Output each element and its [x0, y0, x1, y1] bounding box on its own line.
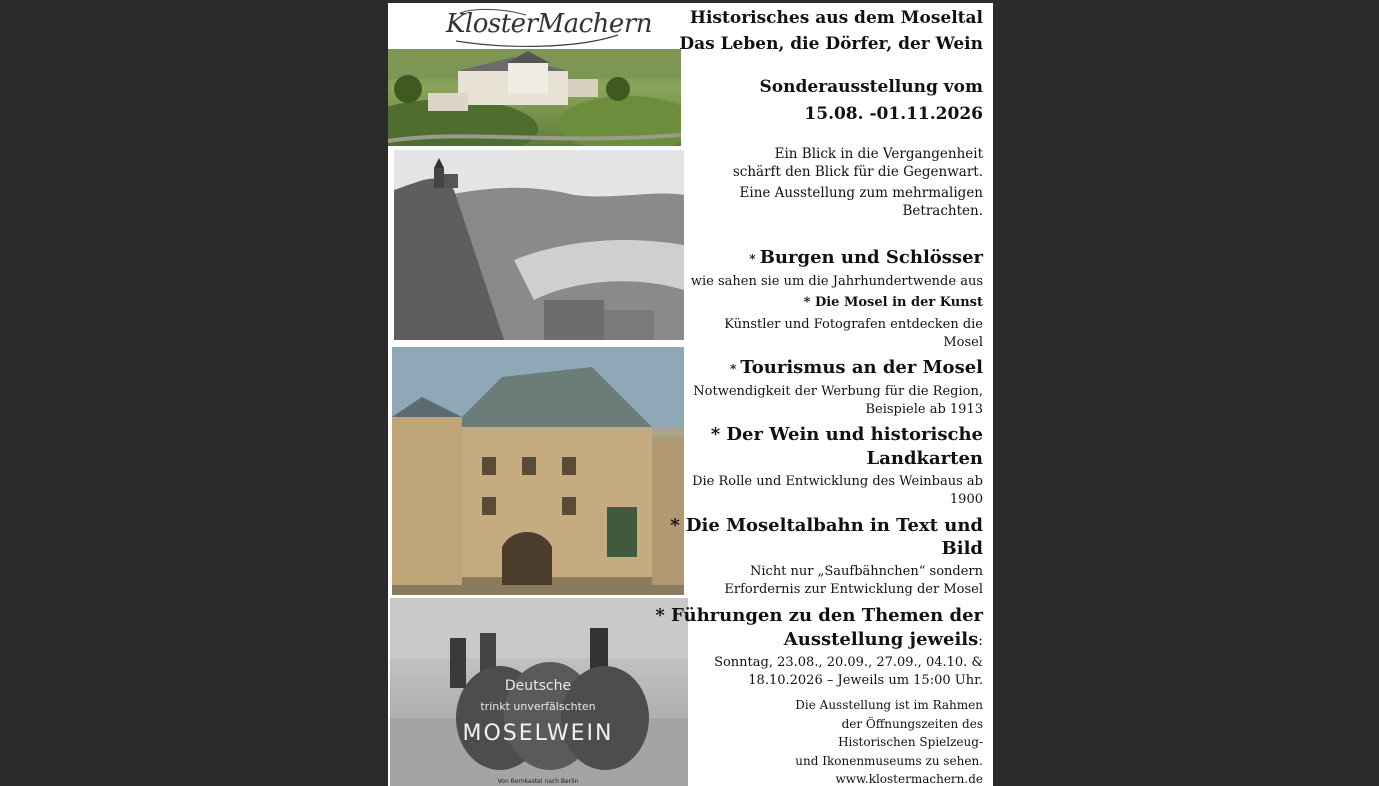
exhibition-dates: 15.08. -01.11.2026 [804, 104, 983, 124]
topic-tourismus-desc: Notwendigkeit der Werbung für die Region, [693, 384, 983, 399]
topic-kunst-desc: Künstler und Fotografen entdecken die [724, 317, 983, 332]
topic-wein-title: * Der Wein und historische [710, 424, 983, 445]
topic-fuehrung-title: Ausstellung jeweils: [783, 629, 983, 650]
barrel-text-1: Deutsche [504, 678, 572, 694]
topic-fuehrung-desc: Sonntag, 23.08., 20.09., 27.09., 04.10. & [714, 655, 983, 670]
topic-wein-desc: Die Rolle und Entwicklung des Weinbaus ab [692, 474, 983, 489]
topic-fuehrung-desc: 18.10.2026 – Jeweils um 15:00 Uhr. [748, 673, 983, 688]
topic-wein-title: Landkarten [866, 448, 983, 469]
footer-line: Die Ausstellung ist im Rahmen [795, 698, 983, 712]
topic-wein-desc: 1900 [949, 492, 983, 507]
barrel-text-2: trinkt unverfälschten [480, 700, 596, 713]
exhibition-label: Sonderausstellung vom [759, 77, 983, 97]
intro-line: Ein Blick in die Vergangenheit [774, 146, 983, 162]
topic-burgen-desc: wie sahen sie um die Jahrhundertwende aus [690, 274, 983, 289]
intro-line: schärft den Blick für die Gegenwart. [732, 164, 983, 180]
mosel-valley-historic-photo [394, 150, 684, 340]
barrel-text-3: MOSELWEIN [462, 721, 614, 746]
intro-line: Eine Ausstellung zum mehrmaligen [739, 185, 983, 201]
topic-bahn-title: Bild [941, 538, 983, 559]
intro-line: Betrachten. [902, 203, 983, 219]
topic-kunst-desc: Mosel [943, 335, 983, 350]
footer-line: und Ikonenmuseums zu sehen. [795, 754, 983, 768]
header-title-line1: Historisches aus dem Moseltal [689, 8, 983, 28]
topic-kunst-title: * Die Mosel in der Kunst [803, 295, 983, 310]
topic-burgen-title: * Burgen und Schlösser [749, 247, 983, 268]
topic-tourismus-desc: Beispiele ab 1913 [865, 402, 983, 417]
topic-bahn-title: * Die Moseltalbahn in Text und [670, 515, 983, 536]
topic-fuehrung-title: * Führungen zu den Themen der [655, 605, 983, 626]
topic-tourismus-title: * Tourismus an der Mosel [729, 357, 983, 378]
header-title-line2: Das Leben, die Dörfer, der Wein [679, 34, 983, 54]
website-link[interactable]: www.klostermachern.de [835, 772, 983, 786]
photo-caption: Von Bernkastel nach Berlin [497, 778, 579, 785]
logo-text: KlosterMachern [446, 9, 652, 39]
flyer-page [388, 3, 993, 786]
footer-line: Historischen Spielzeug- [838, 735, 983, 749]
aerial-monastery-photo [388, 49, 681, 146]
logo [446, 5, 652, 49]
footer-line: der Öffnungszeiten des [841, 717, 983, 731]
topic-bahn-desc: Erfordernis zur Entwicklung der Mosel [724, 582, 983, 597]
wine-barrels-historic-photo [390, 598, 688, 786]
painting-old-town-building [392, 347, 684, 595]
topic-bahn-desc: Nicht nur „Saufbähnchen“ sondern [750, 564, 983, 579]
